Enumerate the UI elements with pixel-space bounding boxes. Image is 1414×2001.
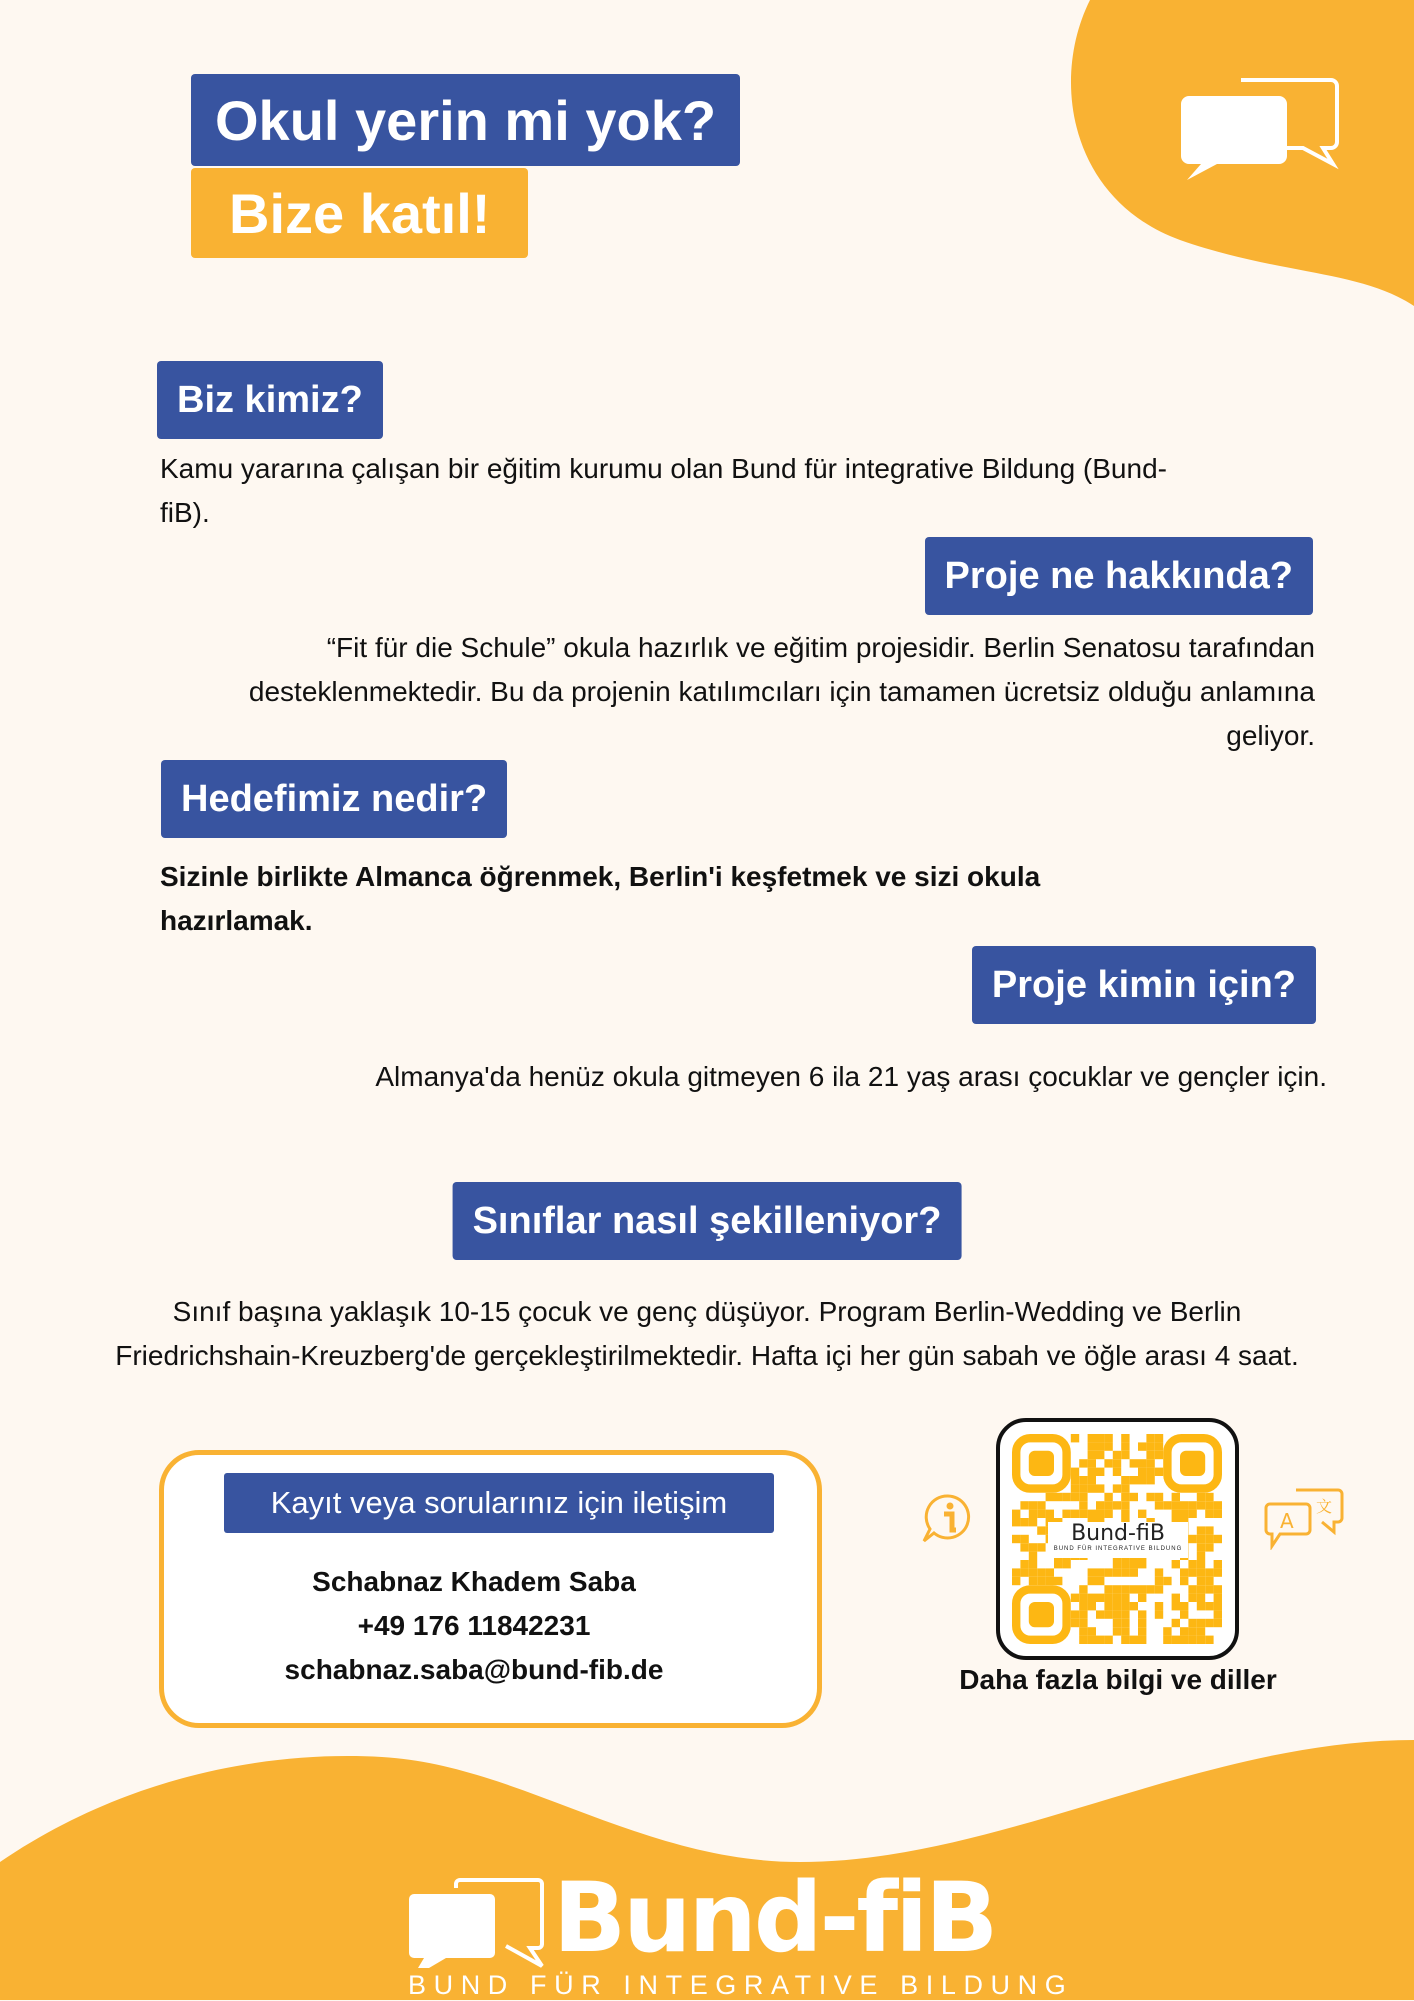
qr-module [1096,1451,1104,1459]
qr-logo [1048,1522,1188,1558]
qr-module [1104,1602,1112,1610]
qr-module [1214,1585,1222,1593]
qr-module [1054,1493,1062,1501]
qr-module [1046,1510,1054,1518]
qr-module [1029,1560,1037,1568]
qr-module [1163,1501,1171,1509]
qr-module [1172,1619,1180,1627]
qr-module [1121,1585,1129,1593]
qr-module [1088,1484,1096,1492]
qr-module [1130,1459,1138,1467]
qr-module [1146,1468,1154,1476]
qr-module [1020,1501,1028,1509]
qr-module [1071,1619,1079,1627]
qr-module [1113,1484,1121,1492]
qr-module [1163,1577,1171,1585]
qr-module [1096,1484,1104,1492]
qr-module [1037,1501,1045,1509]
qr-module [1113,1451,1121,1459]
heading-target-group: Proje kimin için? [972,946,1316,1024]
qr-module [1088,1636,1096,1644]
qr-module [1180,1577,1188,1585]
heading-who-we-are: Biz kimiz? [157,361,383,439]
qr-module [1188,1568,1196,1576]
qr-module [1138,1510,1146,1518]
qr-module [1029,1501,1037,1509]
qr-module [1012,1577,1020,1585]
qr-caption: Daha fazla bilgi ve diller [959,1664,1277,1695]
qr-module [1172,1510,1180,1518]
qr-module [1096,1594,1104,1602]
qr-module [1121,1476,1129,1484]
qr-module [1121,1568,1129,1576]
qr-module [1188,1535,1196,1543]
qr-module [1197,1585,1205,1593]
qr-module [1079,1484,1087,1492]
qr-module [1088,1442,1096,1450]
qr-module [1188,1501,1196,1509]
qr-module [1205,1577,1213,1585]
qr-module [1079,1636,1087,1644]
text-classes-line2: Friedrichshain-Kreuzberg'de gerçekleştirilmektedir. Hafta içi her gün sabah ve öğle arası 4 saat. [115,1340,1299,1371]
qr-module [1121,1619,1129,1627]
qr-module [1205,1510,1213,1518]
qr-module [1037,1510,1045,1518]
headline: Okul yerin mi yok? [191,74,740,166]
qr-module [1214,1619,1222,1627]
qr-module [1188,1510,1196,1518]
qr-module [1071,1594,1079,1602]
qr-module [1163,1636,1171,1644]
qr-module [1088,1468,1096,1476]
qr-module [1146,1442,1154,1450]
heading-about-project: Proje ne hakkında? [925,537,1313,615]
qr-module [1197,1552,1205,1560]
qr-module [1155,1585,1163,1593]
qr-module [1138,1627,1146,1635]
qr-module [1079,1585,1087,1593]
qr-module [1205,1501,1213,1509]
qr-module [1104,1594,1112,1602]
speech-bubbles-icon [1179,76,1341,180]
qr-module [1071,1610,1079,1618]
qr-module [1079,1602,1087,1610]
qr-module [1197,1501,1205,1509]
qr-module [1121,1594,1129,1602]
qr-module [1205,1585,1213,1593]
qr-module [1121,1560,1129,1568]
qr-module [1146,1451,1154,1459]
qr-module [1079,1459,1087,1467]
qr-module [1054,1577,1062,1585]
qr-module [1029,1577,1037,1585]
qr-module [1088,1627,1096,1635]
footer-logo [408,1862,1008,1974]
qr-module [1130,1636,1138,1644]
qr-module [1121,1636,1129,1644]
qr-module [1197,1568,1205,1576]
qr-module [1138,1468,1146,1476]
qr-module [1155,1434,1163,1442]
qr-module [1104,1636,1112,1644]
qr-module [1029,1510,1037,1518]
qr-module [1121,1510,1129,1518]
qr-module [1188,1585,1196,1593]
qr-module [1138,1594,1146,1602]
qr-module [1071,1476,1079,1484]
qr-module [1104,1459,1112,1467]
qr-module [1130,1585,1138,1593]
qr-module [1155,1602,1163,1610]
qr-module [1104,1568,1112,1576]
qr-module [1104,1442,1112,1450]
qr-module [1096,1510,1104,1518]
qr-module [1104,1501,1112,1509]
svg-text:文: 文 [1316,1497,1333,1516]
qr-module [1214,1568,1222,1576]
qr-module [1197,1526,1205,1534]
qr-module [1172,1594,1180,1602]
qr-module [1096,1434,1104,1442]
qr-module [1155,1610,1163,1618]
qr-module [1113,1619,1121,1627]
qr-module [1214,1594,1222,1602]
qr-module [1029,1552,1037,1560]
qr-module [1130,1568,1138,1576]
qr-module [1113,1568,1121,1576]
qr-module [1130,1493,1138,1501]
qr-logo-tagline: BUND FÜR INTEGRATIVE BILDUNG [1053,1546,1183,1552]
footer-tagline: BUND FÜR INTEGRATIVE BILDUNG [408,1970,1074,2000]
qr-module [1012,1510,1020,1518]
qr-module [1214,1510,1222,1518]
qr-module [1121,1451,1129,1459]
text-goal: Sizinle birlikte Almanca öğrenmek, Berlin'i keşfetmek ve sizi okula hazırlamak. [160,861,1041,936]
qr-module [1205,1543,1213,1551]
qr-module [1214,1535,1222,1543]
qr-module [1020,1568,1028,1576]
qr-module [1138,1636,1146,1644]
qr-module [1071,1434,1079,1442]
qr-module [1020,1543,1028,1551]
qr-module [1197,1535,1205,1543]
qr-module [1088,1476,1096,1484]
qr-module [1197,1619,1205,1627]
heading-goal: Hedefimiz nedir? [161,760,507,838]
qr-module [1155,1568,1163,1576]
contact-label: Kayıt veya sorularınız için iletişim [224,1473,774,1533]
qr-module [1079,1627,1087,1635]
qr-module [1146,1476,1154,1484]
qr-module [1214,1501,1222,1509]
qr-module [1121,1493,1129,1501]
svg-text:A: A [1280,1509,1294,1533]
qr-module [1197,1636,1205,1644]
qr-module [1138,1560,1146,1568]
qr-module [1138,1459,1146,1467]
qr-module [1121,1602,1129,1610]
qr-module [1113,1468,1121,1476]
qr-finder-center [1029,1451,1054,1476]
qr-module [1138,1585,1146,1593]
qr-module [1121,1610,1129,1618]
qr-module [1214,1560,1222,1568]
qr-module [1113,1610,1121,1618]
qr-module [1172,1560,1180,1568]
footer-logo-text: Bund-fiB [553,1862,996,1974]
qr-logo-text: Bund-fiB [1071,1521,1165,1546]
qr-module [1172,1493,1180,1501]
qr-module [1079,1510,1087,1518]
qr-module [1155,1493,1163,1501]
text-who-we-are: Kamu yararına çalışan bir eğitim kurumu olan Bund für integrative Bildung (Bund-fiB). [160,453,1167,528]
qr-module [1197,1594,1205,1602]
qr-module [1037,1577,1045,1585]
qr-module [1054,1560,1062,1568]
qr-module [1197,1602,1205,1610]
qr-module [1214,1602,1222,1610]
qr-module [1205,1619,1213,1627]
qr-module [1113,1594,1121,1602]
qr-module [1079,1610,1087,1618]
qr-module [1130,1476,1138,1484]
qr-module [1130,1602,1138,1610]
qr-module [1180,1636,1188,1644]
qr-module [1062,1560,1070,1568]
qr-module [1037,1526,1045,1534]
qr-module [1096,1468,1104,1476]
qr-module [1079,1476,1087,1484]
qr-module [1155,1501,1163,1509]
qr-module [1172,1636,1180,1644]
qr-module [1188,1594,1196,1602]
qr-module [1104,1610,1112,1618]
qr-module [1071,1484,1079,1492]
headline-join: Bize katıl! [191,168,528,258]
qr-module [1012,1535,1020,1543]
qr-module [1197,1627,1205,1635]
qr-module [1088,1577,1096,1585]
qr-module [1088,1594,1096,1602]
qr-module [1180,1501,1188,1509]
qr-module [1029,1518,1037,1526]
qr-module [1205,1602,1213,1610]
contact-name: Schabnaz Khadem Saba [312,1566,636,1597]
qr-module [1062,1510,1070,1518]
qr-module [1104,1585,1112,1593]
qr-module [1088,1510,1096,1518]
qr-module [1079,1501,1087,1509]
qr-module [1062,1493,1070,1501]
qr-module [1113,1585,1121,1593]
qr-module [1079,1619,1087,1627]
qr-module [1138,1619,1146,1627]
qr-module [1172,1501,1180,1509]
qr-module [1071,1493,1079,1501]
qr-module [1020,1560,1028,1568]
qr-module [1163,1627,1171,1635]
qr-module [1046,1577,1054,1585]
qr-module [1172,1602,1180,1610]
qr-module [1138,1442,1146,1450]
qr-module [1205,1535,1213,1543]
qr-module [1197,1577,1205,1585]
qr-module [1096,1568,1104,1576]
qr-module [1180,1568,1188,1576]
qr-module [1180,1510,1188,1518]
qr-module [1113,1602,1121,1610]
qr-module [1205,1493,1213,1501]
qr-module [1012,1568,1020,1576]
qr-module [1020,1518,1028,1526]
qr-module [1188,1636,1196,1644]
contact-card [159,1450,822,1728]
qr-module [1205,1636,1213,1644]
qr-module [1046,1493,1054,1501]
qr-module [1071,1510,1079,1518]
qr-module [1088,1602,1096,1610]
qr-module [1113,1627,1121,1635]
qr-module [1146,1493,1154,1501]
qr-module [1088,1434,1096,1442]
qr-module [1029,1543,1037,1551]
qr-module [1096,1610,1104,1618]
qr-module [1020,1535,1028,1543]
qr-module [1113,1459,1121,1467]
qr-module [1079,1594,1087,1602]
qr-module [1155,1468,1163,1476]
qr-module [1104,1434,1112,1442]
qr-module [1146,1459,1154,1467]
qr-module [1197,1560,1205,1568]
qr-module [1146,1434,1154,1442]
text-target-group: Almanya'da henüz okula gitmeyen 6 ila 21 yaş arası çocuklar ve gençler için. [375,1061,1327,1092]
qr-module [1104,1493,1112,1501]
qr-module [1104,1510,1112,1518]
qr-module [1214,1610,1222,1618]
logo-speech-bubbles-icon [408,1878,548,1968]
heading-classes: Sınıflar nasıl şekilleniyor? [453,1182,962,1260]
text-classes-line1: Sınıf başına yaklaşık 10-15 çocuk ve genç düşüyor. Program Berlin-Wedding ve Berlin [172,1296,1242,1327]
text-about-project: “Fit für die Schule” okula hazırlık ve eğitim projesidir. Berlin Senatosu tarafından desteklenmektedir. Bu da projenin katılımcıları için tamamen ücretsiz olduğu anlamına geliyor. [248,632,1315,751]
qr-module [1121,1501,1129,1509]
qr-module [1113,1560,1121,1568]
qr-finder-center [1029,1602,1054,1627]
contact-email[interactable]: schabnaz.saba@bund-fib.de [284,1654,664,1685]
qr-module [1205,1526,1213,1534]
qr-module [1130,1560,1138,1568]
qr-module [1088,1459,1096,1467]
qr-module [1121,1434,1129,1442]
qr-module [1155,1451,1163,1459]
contact-phone[interactable]: +49 176 11842231 [357,1610,591,1641]
qr-module [1121,1442,1129,1450]
qr-module [1121,1484,1129,1492]
qr-module [1012,1518,1020,1526]
qr-module [1146,1585,1154,1593]
qr-module [1088,1568,1096,1576]
qr-module [1029,1568,1037,1576]
qr-module [1046,1568,1054,1576]
qr-module [1113,1501,1121,1509]
qr-module [1197,1493,1205,1501]
qr-module [1096,1577,1104,1585]
qr-module [1079,1493,1087,1501]
translate-icon [1264,1486,1344,1550]
qr-module [1180,1602,1188,1610]
qr-module [1155,1442,1163,1450]
qr-module [1205,1568,1213,1576]
qr-module [1088,1451,1096,1459]
qr-module [1180,1627,1188,1635]
qr-module [1138,1476,1146,1484]
qr-module [1155,1577,1163,1585]
qr-finder-center [1180,1451,1205,1476]
qr-module [1037,1543,1045,1551]
qr-module [1096,1636,1104,1644]
qr-module [1096,1442,1104,1450]
info-icon [922,1492,974,1546]
qr-module [1037,1568,1045,1576]
qr-module [1188,1619,1196,1627]
qr-module [1096,1501,1104,1509]
qr-module [1121,1627,1129,1635]
qr-module [1138,1610,1146,1618]
qr-code[interactable] [996,1418,1239,1660]
qr-module [1180,1610,1188,1618]
qr-module [1188,1560,1196,1568]
qr-module [1071,1468,1079,1476]
qr-module [1197,1543,1205,1551]
qr-module [1188,1627,1196,1635]
